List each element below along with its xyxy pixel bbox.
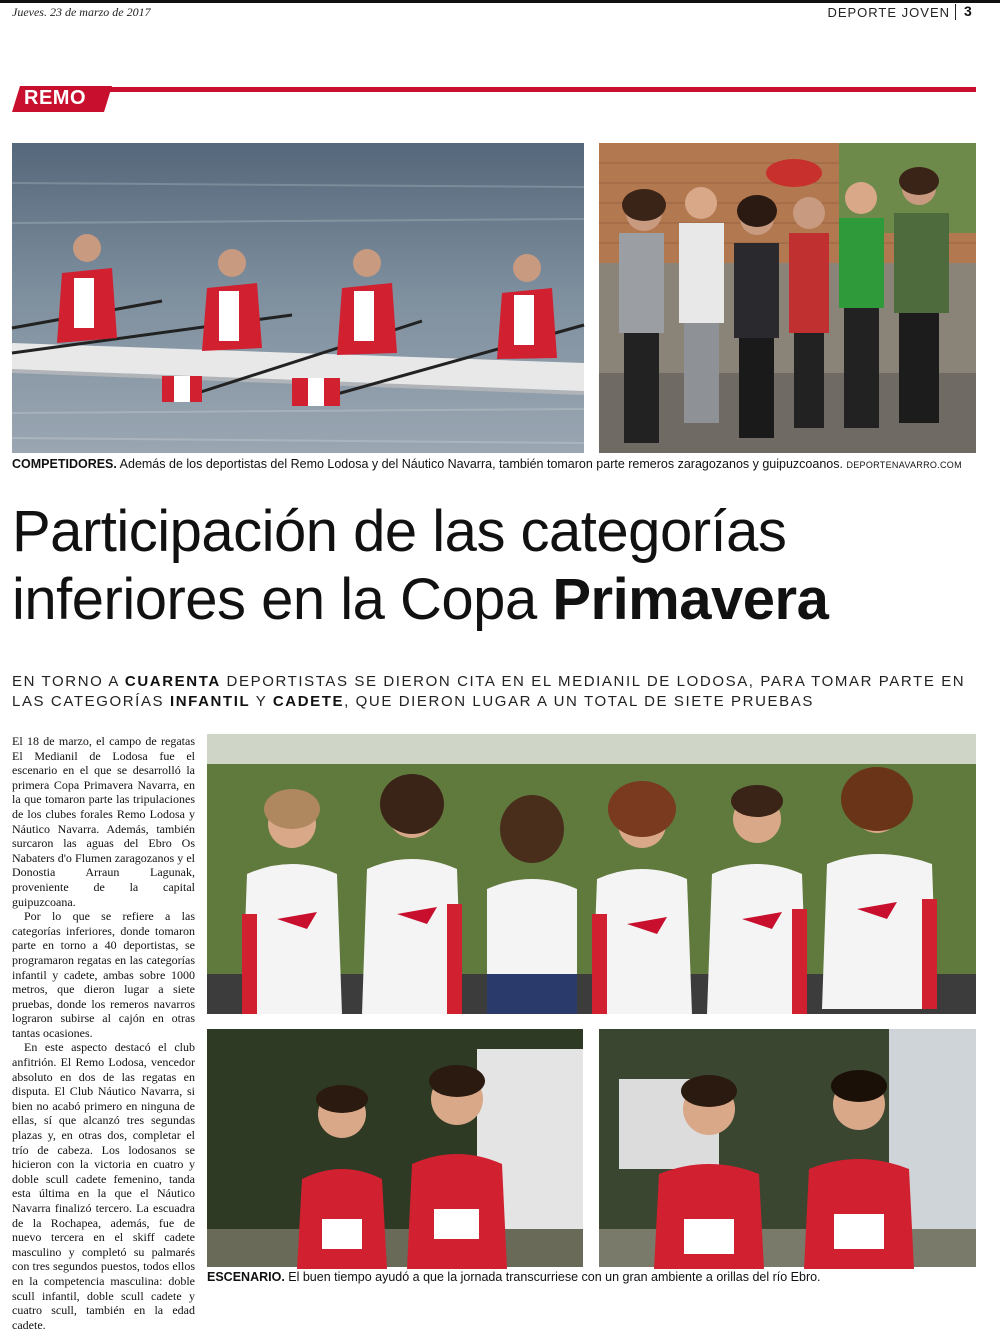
caption-bottom-text: El buen tiempo ayudó a que la jornada transcurriese con un gran ambiente a orillas del río Ebro. xyxy=(284,1270,821,1284)
subhead-part: DEPORTISTAS SE DIERON CITA EN EL MEDIANIL DE LODOSA, PARA TOMAR PARTE EN LAS CATEGORÍAS xyxy=(12,673,966,710)
photo-credit: DEPORTENAVARRO.COM xyxy=(846,460,962,470)
subhead-part: EN TORNO A xyxy=(12,673,125,690)
caption-bottom-label: ESCENARIO. xyxy=(207,1270,285,1284)
photo-two-boys-left xyxy=(207,1029,583,1267)
header-divider xyxy=(955,4,956,20)
section-tag: REMO xyxy=(24,87,86,109)
photo-two-boys-right xyxy=(599,1029,976,1267)
photo-women-team xyxy=(207,734,976,1014)
article-body xyxy=(12,734,195,1332)
headline-line-2: inferiores en la Copa xyxy=(12,567,553,632)
subhead-part: , QUE DIERON LUGAR A UN TOTAL DE SIETE PRUEBAS xyxy=(344,693,814,710)
caption-top xyxy=(12,457,962,473)
article-paragraph: Por lo que se refiere a las categorías inferiores, donde tomaron parte en torno a 40 deportistas, se programaron regatas en las categorías infantil y cadete, ambas sobre 1000 metros, que dieron lugar a siete pruebas, donde los remeros navarros lograron subirse al cajón en otras tantas ocasiones. xyxy=(12,909,195,1040)
subhead-emphasis: CUARENTA xyxy=(124,673,221,690)
top-rule xyxy=(0,0,1000,3)
subhead-emphasis: CADETE xyxy=(272,693,345,710)
issue-date: Jueves. 23 de marzo de 2017 xyxy=(12,5,151,19)
subhead-part: Y xyxy=(250,693,273,710)
caption-top-label: COMPETIDORES. xyxy=(12,457,117,471)
section-name: DEPORTE JOVEN xyxy=(827,5,950,20)
subhead-emphasis: INFANTIL xyxy=(169,693,251,710)
headline-emphasis: Primavera xyxy=(552,567,829,632)
page-number: 3 xyxy=(964,3,972,19)
photo-group-girls xyxy=(599,143,976,453)
headline-line-1: Participación de las categorías xyxy=(12,499,787,564)
headline xyxy=(12,498,982,634)
article-paragraph: En este aspecto destacó el club anfitrión. El Remo Lodosa, vencedor absoluto en dos de las regatas en disputa. El Club Náutico Navarra, si bien no acabó primero en ninguna de ellas, sí que alcanzó tres segundas plazas y, en otras dos, completar el trío de cabeza. Los lodosanos se hicieron con la victoria en cuatro y doble scull cadete femenino, tanda esta última en la que el Náutico Navarra finalizó tercero. La escuadra de la Rochapea, además, fue de nuevo tercera en el skiff cadete masculino y completó su palmarés con tres segundos puestos, todos ellos en la competencia masculina: doble scull infantil, doble scull cadete y cuatro scull, también en la edad cadete. xyxy=(12,1040,195,1332)
caption-bottom xyxy=(207,1270,821,1285)
article-paragraph: El 18 de marzo, el campo de regatas El Medianil de Lodosa fue el escenario en el que se desarrolló la primera Copa Primavera Navarra, en la que tomaron parte las tripulaciones de los clubes forales Remo Lodosa y Náutico Navarra. Además, también surcaron las aguas del Ebro Os Nabaters d'o Flumen zaragozanos y el Donostia Arraun Lagunak, proveniente de la capital guipuzcoana. xyxy=(12,734,195,909)
subheadline xyxy=(12,672,977,712)
photo-rowers-boat xyxy=(12,143,584,453)
caption-top-text: Además de los deportistas del Remo Lodosa y del Náutico Navarra, también tomaron parte remeros zaragozanos y guipuzcoanos. xyxy=(116,457,843,471)
section-rule xyxy=(110,87,976,92)
